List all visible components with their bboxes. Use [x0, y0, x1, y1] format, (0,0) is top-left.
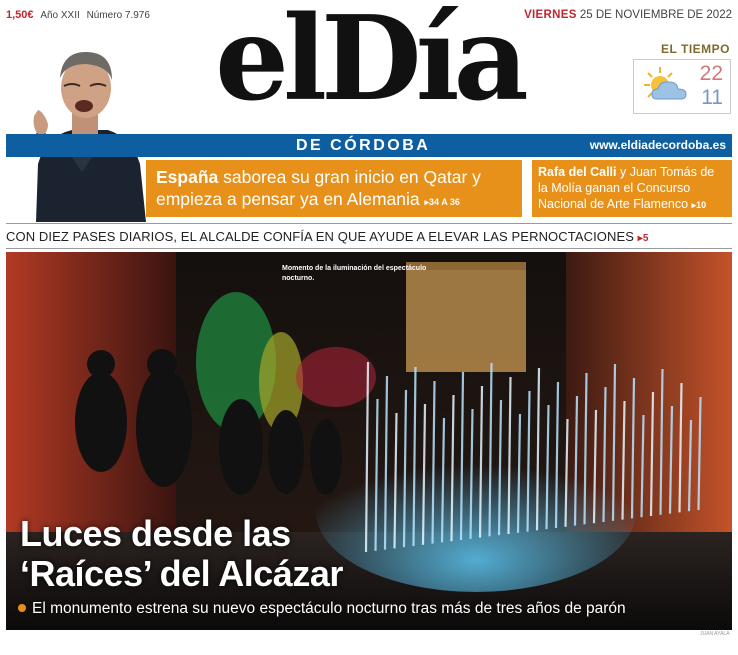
edition-bar: [6, 134, 732, 157]
issue-number: Número 7.976: [86, 10, 150, 21]
lead-photo[interactable]: [6, 252, 732, 630]
weather-title: EL TIEMPO: [661, 42, 730, 56]
page-reference: ▸5: [637, 233, 649, 244]
issue-date: [524, 9, 732, 21]
date-weekday: VIERNES: [524, 9, 577, 21]
coach-photo: [28, 44, 146, 222]
page-reference: ▸10: [691, 200, 707, 210]
page-reference: ▸34 A 36: [424, 197, 460, 207]
teaser-keyword: Rafa del Calli: [538, 165, 617, 179]
temperature-max: 22: [699, 62, 723, 85]
teaser-text: saborea su gran inicio en Qatar y empieza a pensar ya en Alemania: [156, 167, 481, 209]
deck-text: El monumento estrena su nuevo espectáculo nocturno tras más de tres años de parón: [32, 600, 626, 617]
divider: [6, 248, 732, 249]
lead-headline[interactable]: [20, 514, 343, 594]
teaser-spain-qatar[interactable]: [146, 160, 522, 217]
teaser-keyword: España: [156, 167, 219, 187]
issue-year: Año XXII: [40, 10, 80, 21]
divider: [6, 223, 732, 224]
teaser-flamenco-contest[interactable]: [532, 160, 732, 217]
weather-widget: [633, 59, 731, 114]
headline-line-2: ‘Raíces’ del Alcázar: [20, 553, 343, 594]
kicker-text: CON DIEZ PASES DIARIOS, EL ALCALDE CONFÍA EN QUE AYUDE A ELEVAR LAS PERNOCTACIONES: [6, 229, 635, 244]
date-full: 25 DE NOVIEMBRE DE 2022: [579, 9, 732, 21]
edition-name: DE CÓRDOBA: [296, 137, 431, 154]
issue-info: [6, 9, 150, 21]
price: 1,50€: [6, 9, 34, 21]
photo-caption: Momento de la iluminación del espectáculo nocturno.: [282, 265, 427, 282]
teaser-text: y Juan Tomás de la Molía ganan el Concurso Nacional de Arte Flamenco: [538, 165, 715, 211]
headline-line-1: Luces desde las: [20, 513, 291, 554]
temperature-min: 11: [701, 86, 723, 109]
photo-credit: JUAN AYALA: [700, 631, 730, 637]
lead-kicker: [6, 229, 649, 244]
lead-deck: [18, 600, 626, 618]
bullet-icon: [18, 604, 26, 612]
newspaper-masthead: elDía: [215, 0, 523, 127]
website-link[interactable]: www.eldiadecordoba.es: [589, 138, 726, 152]
sun-cloud-icon: [640, 65, 692, 105]
